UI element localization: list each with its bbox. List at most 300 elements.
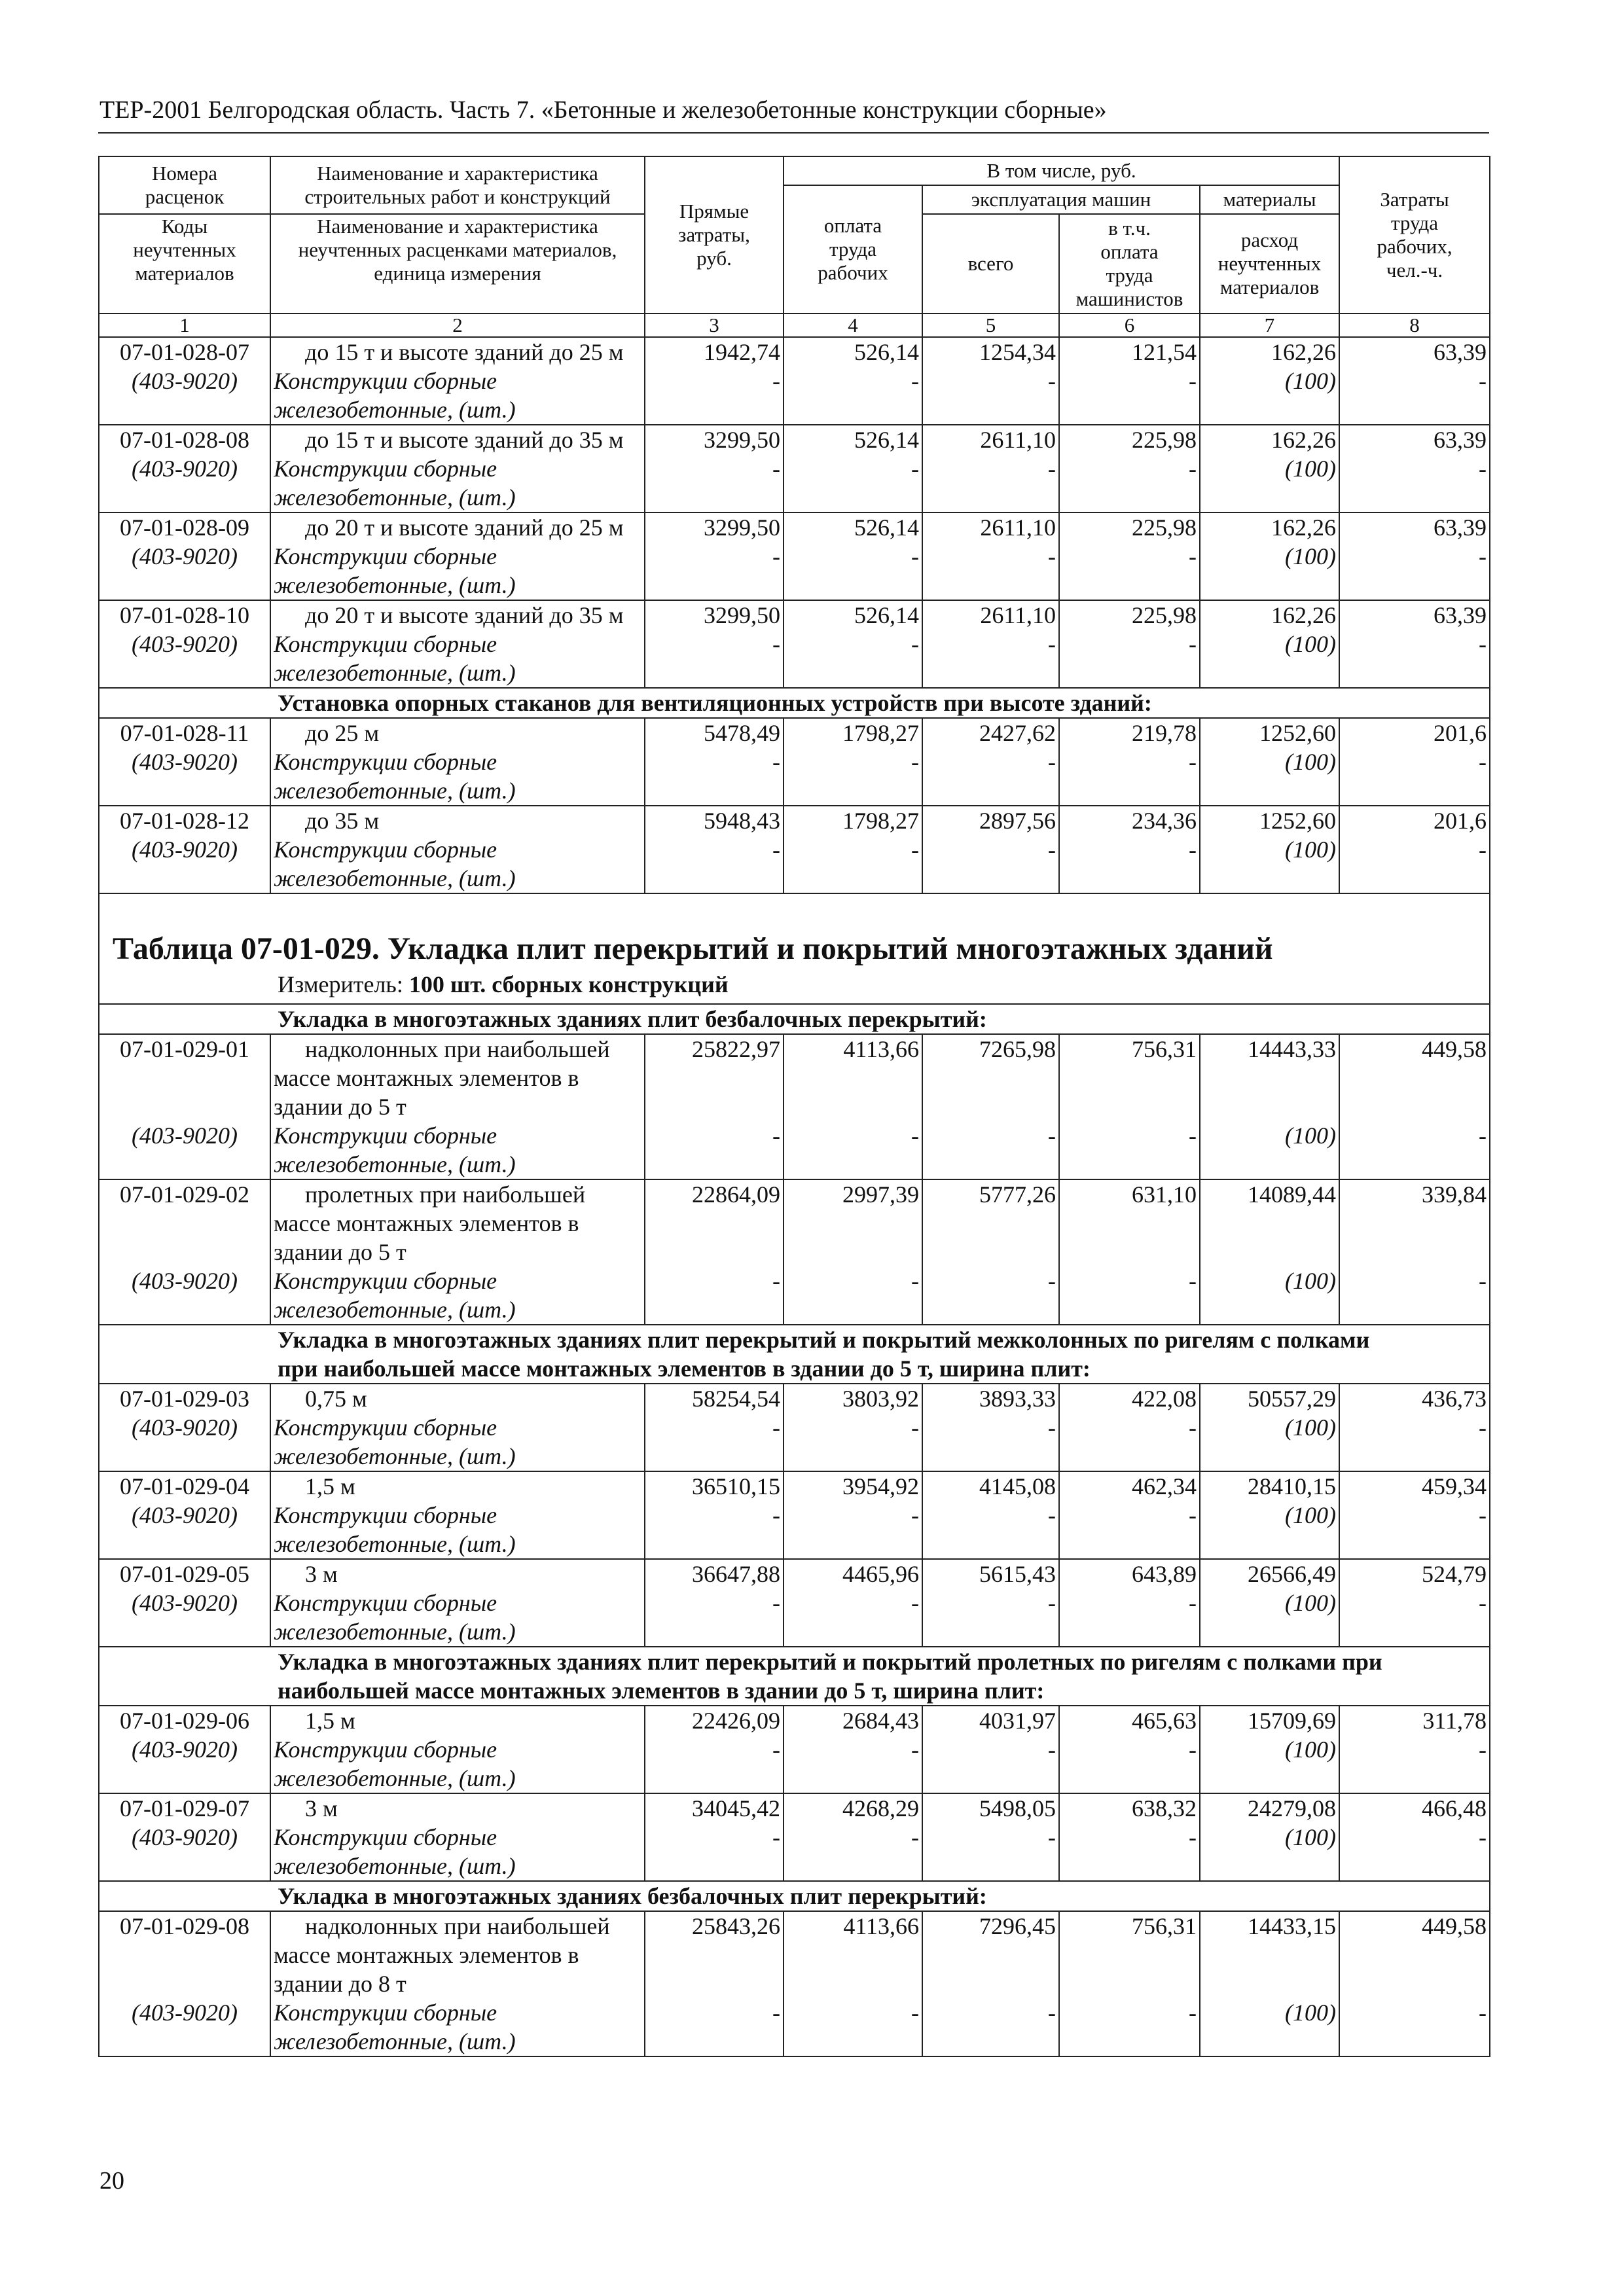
spacer [1340, 1209, 1487, 1266]
material-code: (403-9020) [132, 368, 238, 394]
dash-value: - [772, 2000, 780, 2026]
dash-value: - [1479, 543, 1487, 569]
column-number: 2 [270, 314, 645, 337]
dash-value: - [911, 456, 919, 482]
material-name: железобетонные, (шт.) [274, 397, 516, 423]
section-heading-text: наибольшей массе монтажных элементов в здании до 5 т, ширина плит: [278, 1677, 1045, 1704]
dash-value: - [911, 1502, 919, 1528]
rate-row [99, 1179, 1490, 1325]
machines-total-cell [922, 1179, 1059, 1325]
labor-costs-cell [1339, 1559, 1490, 1647]
labor-costs-cell [1339, 1706, 1490, 1793]
machines-total-cell [922, 1384, 1059, 1471]
work-description: здании до 5 т [274, 1239, 406, 1265]
direct-costs-value: 3299,50 [704, 602, 780, 628]
rate-row [99, 1034, 1490, 1179]
worker-wages-value: 526,14 [854, 602, 919, 628]
dash-value: - [772, 1736, 780, 1763]
col-header-labor-costs [1339, 156, 1490, 314]
machines-total-value: 4031,97 [979, 1708, 1056, 1734]
operator-wages-value: 462,34 [1132, 1473, 1197, 1499]
operator-wages-cell [1059, 337, 1200, 425]
dash-value: - [911, 836, 919, 863]
machines-total-cell [922, 1793, 1059, 1881]
material-name: железобетонные, (шт.) [274, 2028, 516, 2054]
material-name: железобетонные, (шт.) [274, 572, 516, 598]
direct-costs-cell [645, 1911, 784, 2056]
direct-costs-value: 5478,49 [704, 720, 780, 746]
spacer [784, 1209, 919, 1266]
dash-value: - [1479, 1502, 1487, 1528]
operator-wages-cell [1059, 425, 1200, 512]
labor-costs-cell [1339, 337, 1490, 425]
spacer [645, 1209, 780, 1266]
dash-value: - [911, 1122, 919, 1149]
dash-value: - [911, 749, 919, 775]
header-text-line: труда [1106, 264, 1153, 287]
dash-value: - [1048, 1122, 1056, 1149]
labor-costs-cell [1339, 806, 1490, 893]
worker-wages-cell [784, 1471, 922, 1559]
header-text-line: рабочих [818, 261, 888, 284]
material-quantity: (100) [1285, 1824, 1337, 1850]
col-header-including: В том числе, руб. [784, 156, 1339, 185]
work-description: 0,75 м [305, 1386, 367, 1412]
machines-total-cell [922, 1911, 1059, 2056]
material-code: (403-9020) [132, 1122, 238, 1149]
labor-costs-value: 63,39 [1434, 339, 1487, 365]
header-text-line: строительных работ и конструкций [304, 185, 611, 208]
material-name: Конструкции сборные [274, 836, 497, 863]
operator-wages-value: 756,31 [1132, 1036, 1197, 1062]
worker-wages-value: 4113,66 [843, 1913, 919, 1939]
dash-value: - [911, 1590, 919, 1616]
rate-id-cell [99, 806, 270, 893]
direct-costs-value: 22426,09 [692, 1708, 780, 1734]
machines-total-cell [922, 337, 1059, 425]
work-description: до 15 т и высоте зданий до 25 м [305, 339, 624, 365]
worker-wages-cell [784, 1384, 922, 1471]
direct-costs-cell [645, 806, 784, 893]
direct-costs-cell [645, 425, 784, 512]
material-code: (403-9020) [132, 836, 238, 863]
machines-total-cell [922, 718, 1059, 806]
worker-wages-cell [784, 1793, 922, 1881]
header-text-line: оплата [1100, 240, 1159, 263]
rate-row [99, 337, 1490, 425]
rate-id-cell [99, 1793, 270, 1881]
dash-value: - [772, 543, 780, 569]
header-text-line: затраты, [678, 223, 750, 246]
rate-id: 07-01-028-11 [120, 720, 249, 746]
materials-cost-cell [1200, 1471, 1339, 1559]
col-header-work-name [270, 156, 645, 214]
dash-value: - [1479, 1736, 1487, 1763]
materials-cost-cell [1200, 1793, 1339, 1881]
rate-id: 07-01-028-12 [120, 808, 249, 834]
rate-id: 07-01-029-06 [120, 1708, 249, 1734]
header-text-line: Коды [161, 215, 208, 238]
materials-cost-cell [1200, 1911, 1339, 2056]
dash-value: - [772, 749, 780, 775]
section-heading-text: Укладка в многоэтажных зданиях плит перекрытий и покрытий пролетных по ригелям с полками при [278, 1649, 1382, 1675]
rate-row [99, 1384, 1490, 1471]
spacer [645, 1941, 780, 1998]
work-description: надколонных при наибольшей [305, 1913, 610, 1939]
spacer [645, 1064, 780, 1121]
dash-value: - [1189, 1502, 1197, 1528]
worker-wages-cell [784, 1911, 922, 2056]
rate-id-cell [99, 1179, 270, 1325]
work-description: надколонных при наибольшей [305, 1036, 610, 1062]
worker-wages-cell [784, 718, 922, 806]
section-heading-row [99, 1881, 1490, 1911]
operator-wages-value: 631,10 [1132, 1181, 1197, 1208]
worker-wages-value: 3954,92 [842, 1473, 919, 1499]
measurement-unit [278, 971, 729, 998]
spacer [1060, 1209, 1197, 1266]
dash-value: - [772, 368, 780, 394]
dash-value: - [1189, 836, 1197, 863]
dash-value: - [1189, 1590, 1197, 1616]
spacer [784, 1064, 919, 1121]
material-code: (403-9020) [132, 1414, 238, 1441]
column-number: 7 [1200, 314, 1339, 337]
section-heading-text: при наибольшей массе монтажных элементов в здании до 5 т, ширина плит: [278, 1355, 1091, 1382]
header-text-line: Затраты [1380, 188, 1449, 211]
material-name: Конструкции сборные [274, 2000, 497, 2026]
labor-costs-value: 201,6 [1434, 808, 1487, 834]
header-text-line: оплата [823, 214, 882, 237]
labor-costs-cell [1339, 1793, 1490, 1881]
col-header-material-codes [99, 214, 270, 314]
header-text-line: единица измерения [374, 262, 541, 285]
rate-row [99, 718, 1490, 806]
dash-value: - [911, 368, 919, 394]
dash-value: - [1479, 631, 1487, 657]
blank-line [99, 1941, 270, 1969]
operator-wages-cell [1059, 1559, 1200, 1647]
spacer [1060, 1941, 1197, 1998]
blank-line [99, 1092, 270, 1121]
operator-wages-value: 225,98 [1132, 514, 1197, 541]
machines-total-value: 7296,45 [979, 1913, 1056, 1939]
rate-id-cell [99, 1034, 270, 1179]
dash-value: - [1189, 1122, 1197, 1149]
machines-total-value: 2611,10 [980, 602, 1056, 628]
dash-value: - [1048, 836, 1056, 863]
description-cell [270, 806, 645, 893]
dash-value: - [772, 1824, 780, 1850]
description-cell [270, 1471, 645, 1559]
dash-value: - [1189, 2000, 1197, 2026]
table-title-row [99, 893, 1490, 1004]
rate-id: 07-01-028-08 [120, 427, 249, 453]
dash-value: - [1479, 1268, 1487, 1294]
worker-wages-value: 2997,39 [842, 1181, 919, 1208]
operator-wages-value: 638,32 [1132, 1795, 1197, 1821]
rate-id: 07-01-029-07 [120, 1795, 249, 1821]
direct-costs-cell [645, 600, 784, 688]
machines-total-value: 7265,98 [979, 1036, 1056, 1062]
material-name: железобетонные, (шт.) [274, 1531, 516, 1557]
dash-value: - [772, 1122, 780, 1149]
dash-value: - [1479, 836, 1487, 863]
header-text-line: неучтенных расценками материалов, [298, 238, 617, 261]
operator-wages-cell [1059, 1034, 1200, 1179]
material-name: железобетонные, (шт.) [274, 1853, 516, 1879]
dash-value: - [1048, 456, 1056, 482]
header-text-line: Прямые [679, 200, 749, 223]
work-description: 1,5 м [305, 1708, 355, 1734]
material-quantity: (100) [1285, 1502, 1337, 1528]
dash-value: - [772, 456, 780, 482]
header-text-line: в т.ч. [1108, 217, 1151, 240]
materials-cost-cell [1200, 600, 1339, 688]
spacer [923, 1064, 1056, 1121]
labor-costs-cell [1339, 1471, 1490, 1559]
section-heading [99, 1325, 1490, 1384]
direct-costs-cell [645, 1179, 784, 1325]
machines-total-value: 2427,62 [979, 720, 1056, 746]
labor-costs-value: 459,34 [1422, 1473, 1487, 1499]
machines-total-value: 5498,05 [979, 1795, 1056, 1821]
description-cell [270, 1559, 645, 1647]
labor-costs-value: 449,58 [1422, 1913, 1487, 1939]
direct-costs-cell [645, 337, 784, 425]
material-name: Конструкции сборные [274, 1502, 497, 1528]
material-code: (403-9020) [132, 1590, 238, 1616]
header-text-line: неучтенных [133, 238, 236, 261]
section-heading [99, 1647, 1490, 1706]
dash-value: - [1189, 368, 1197, 394]
operator-wages-cell [1059, 718, 1200, 806]
material-name: Конструкции сборные [274, 1268, 497, 1294]
blank-line [99, 1969, 270, 1998]
section-heading [99, 1881, 1490, 1911]
col-header-materials: материалы [1200, 185, 1339, 214]
material-quantity: (100) [1285, 631, 1337, 657]
rate-row [99, 512, 1490, 600]
labor-costs-value: 63,39 [1434, 427, 1487, 453]
material-quantity: (100) [1285, 836, 1337, 863]
work-description: массе монтажных элементов в [274, 1065, 579, 1091]
dash-value: - [1189, 1736, 1197, 1763]
col-header-rate-number [99, 156, 270, 214]
material-code: (403-9020) [132, 456, 238, 482]
rate-id: 07-01-029-02 [120, 1181, 249, 1208]
blank-line [99, 1064, 270, 1092]
rate-id: 07-01-029-04 [120, 1473, 249, 1499]
section-heading-text: Укладка в многоэтажных зданиях безбалочных плит перекрытий: [278, 1883, 987, 1909]
labor-costs-cell [1339, 1034, 1490, 1179]
dash-value: - [1048, 1502, 1056, 1528]
rate-id-cell [99, 1911, 270, 2056]
worker-wages-value: 1798,27 [842, 720, 919, 746]
rate-row [99, 1911, 1490, 2056]
rate-row [99, 1706, 1490, 1793]
worker-wages-cell [784, 1559, 922, 1647]
machines-total-cell [922, 425, 1059, 512]
direct-costs-cell [645, 1384, 784, 1471]
header-text-line: труда [829, 238, 877, 260]
description-cell [270, 1793, 645, 1881]
worker-wages-value: 526,14 [854, 514, 919, 541]
dash-value: - [1189, 456, 1197, 482]
dash-value: - [1479, 749, 1487, 775]
dash-value: - [1189, 1268, 1197, 1294]
work-description: здании до 8 т [274, 1971, 406, 1997]
material-name: железобетонные, (шт.) [274, 778, 516, 804]
labor-costs-value: 449,58 [1422, 1036, 1487, 1062]
materials-cost-cell [1200, 1706, 1339, 1793]
rate-id: 07-01-029-08 [120, 1913, 249, 1939]
direct-costs-value: 3299,50 [704, 427, 780, 453]
work-description: массе монтажных элементов в [274, 1942, 579, 1968]
material-name: Конструкции сборные [274, 543, 497, 569]
material-code: (403-9020) [132, 1268, 238, 1294]
page-number: 20 [99, 2167, 124, 2195]
description-cell [270, 600, 645, 688]
material-code: (403-9020) [132, 631, 238, 657]
operator-wages-value: 422,08 [1132, 1386, 1197, 1412]
work-description: 3 м [305, 1561, 338, 1587]
material-quantity: (100) [1285, 456, 1337, 482]
material-name: Конструкции сборные [274, 1590, 497, 1616]
materials-cost-cell [1200, 1559, 1339, 1647]
labor-costs-value: 339,84 [1422, 1181, 1487, 1208]
dash-value: - [1048, 1268, 1056, 1294]
rate-id: 07-01-028-09 [120, 514, 249, 541]
material-name: железобетонные, (шт.) [274, 1443, 516, 1469]
dash-value: - [1048, 1590, 1056, 1616]
machines-total-cell [922, 1471, 1059, 1559]
material-name: железобетонные, (шт.) [274, 1765, 516, 1791]
worker-wages-value: 526,14 [854, 427, 919, 453]
material-name: Конструкции сборные [274, 749, 497, 775]
materials-cost-value: 15709,69 [1248, 1708, 1337, 1734]
material-quantity: (100) [1285, 1736, 1337, 1763]
operator-wages-cell [1059, 1384, 1200, 1471]
materials-cost-value: 162,26 [1271, 514, 1337, 541]
col-header-operator-wages [1059, 214, 1200, 314]
labor-costs-value: 201,6 [1434, 720, 1487, 746]
direct-costs-value: 58254,54 [692, 1386, 780, 1412]
labor-costs-value: 466,48 [1422, 1795, 1487, 1821]
description-cell [270, 512, 645, 600]
material-name: Конструкции сборные [274, 1414, 497, 1441]
dash-value: - [1479, 1590, 1487, 1616]
rate-row [99, 1559, 1490, 1647]
direct-costs-value: 3299,50 [704, 514, 780, 541]
material-quantity: (100) [1285, 749, 1337, 775]
header-text-line: машинистов [1075, 287, 1183, 310]
machines-total-cell [922, 600, 1059, 688]
worker-wages-value: 4113,66 [843, 1036, 919, 1062]
spacer [1200, 1209, 1336, 1266]
spacer [1200, 1941, 1336, 1998]
price-table [98, 156, 1490, 2057]
materials-cost-value: 26566,49 [1248, 1561, 1337, 1587]
material-name: железобетонные, (шт.) [274, 1297, 516, 1323]
description-cell [270, 1384, 645, 1471]
header-text-line: расход [1240, 228, 1299, 251]
labor-costs-cell [1339, 1179, 1490, 1325]
machines-total-value: 2611,10 [980, 514, 1056, 541]
material-quantity: (100) [1285, 1414, 1337, 1441]
operator-wages-cell [1059, 1793, 1200, 1881]
rate-row [99, 1471, 1490, 1559]
column-number-row [99, 314, 1490, 337]
dash-value: - [1479, 368, 1487, 394]
material-quantity: (100) [1285, 1268, 1337, 1294]
dash-value: - [1479, 1122, 1487, 1149]
material-quantity: (100) [1285, 368, 1337, 394]
rate-row [99, 600, 1490, 688]
col-header-material-consumption [1200, 214, 1339, 314]
direct-costs-cell [645, 512, 784, 600]
materials-cost-cell [1200, 337, 1339, 425]
materials-cost-value: 162,26 [1271, 602, 1337, 628]
materials-cost-value: 162,26 [1271, 339, 1337, 365]
materials-cost-value: 28410,15 [1248, 1473, 1337, 1499]
operator-wages-cell [1059, 1179, 1200, 1325]
operator-wages-value: 643,89 [1132, 1561, 1197, 1587]
rate-id-cell [99, 512, 270, 600]
material-name: Конструкции сборные [274, 456, 497, 482]
material-code: (403-9020) [132, 543, 238, 569]
column-number: 3 [645, 314, 784, 337]
dash-value: - [772, 836, 780, 863]
blank-line [99, 1209, 270, 1238]
material-name: железобетонные, (шт.) [274, 660, 516, 686]
rate-id: 07-01-028-07 [120, 339, 249, 365]
rate-id-cell [99, 1471, 270, 1559]
rate-id: 07-01-028-10 [120, 602, 249, 628]
rate-id-cell [99, 718, 270, 806]
worker-wages-value: 526,14 [854, 339, 919, 365]
material-name: Конструкции сборные [274, 368, 497, 394]
labor-costs-value: 63,39 [1434, 514, 1487, 541]
material-code: (403-9020) [132, 1502, 238, 1528]
direct-costs-value: 5948,43 [704, 808, 780, 834]
measurement-unit-label: Измеритель: [278, 971, 403, 997]
rate-id-cell [99, 1384, 270, 1471]
materials-cost-cell [1200, 718, 1339, 806]
machines-total-cell [922, 806, 1059, 893]
header-text-line: расценок [145, 185, 225, 208]
worker-wages-cell [784, 1706, 922, 1793]
section-heading-text: Установка опорных стаканов для вентиляционных устройств при высоте зданий: [278, 690, 1152, 716]
direct-costs-cell [645, 1559, 784, 1647]
machines-total-value: 2611,10 [980, 427, 1056, 453]
worker-wages-cell [784, 806, 922, 893]
description-cell [270, 425, 645, 512]
dash-value: - [1048, 1824, 1056, 1850]
materials-cost-cell [1200, 1179, 1339, 1325]
machines-total-cell [922, 1706, 1059, 1793]
worker-wages-value: 4465,96 [842, 1561, 919, 1587]
dash-value: - [772, 1502, 780, 1528]
dash-value: - [1048, 1736, 1056, 1763]
dash-value: - [1189, 543, 1197, 569]
material-name: Конструкции сборные [274, 1824, 497, 1850]
dash-value: - [772, 631, 780, 657]
dash-value: - [1189, 1824, 1197, 1850]
dash-value: - [1189, 1414, 1197, 1441]
direct-costs-value: 36647,88 [692, 1561, 780, 1587]
header-text-line: Наименование и характеристика [317, 162, 598, 185]
